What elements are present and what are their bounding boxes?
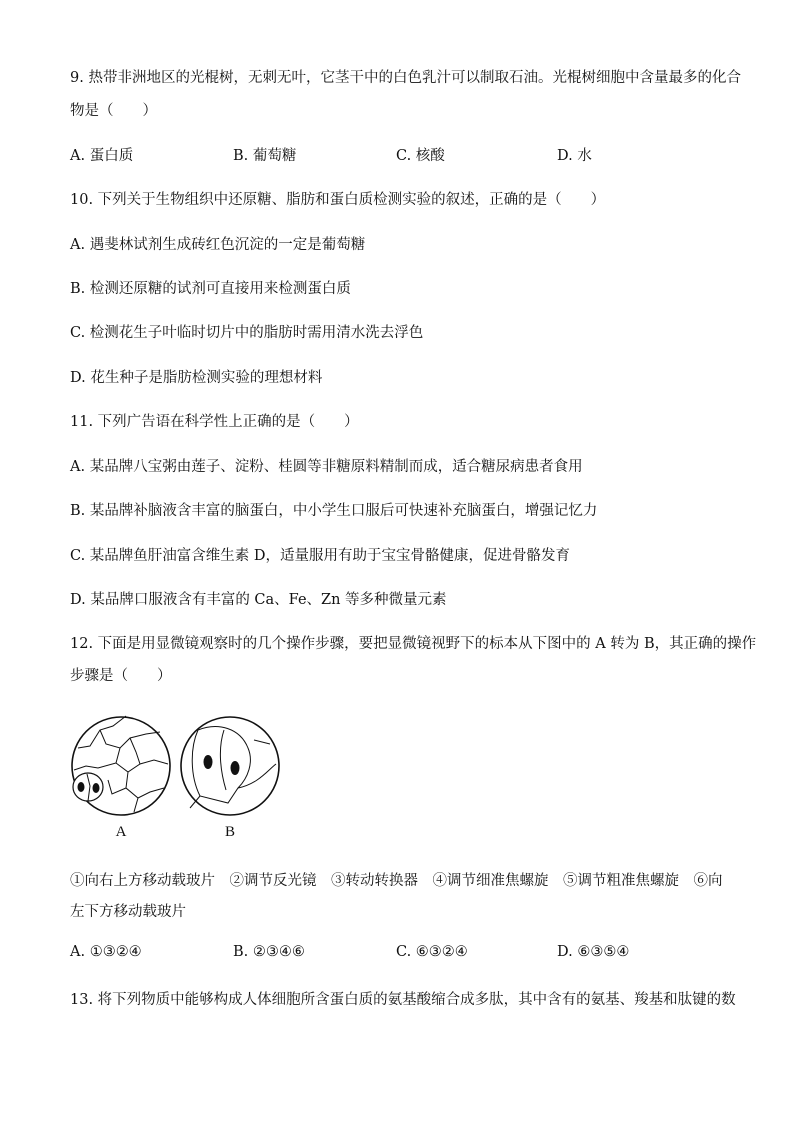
figure-a-field: [72, 716, 170, 815]
q12-option-b: B. ②③④⑥: [233, 944, 305, 960]
q9-option-c: C. 核酸: [396, 148, 445, 164]
q9-option-a: A. 蛋白质: [70, 148, 134, 164]
q12-stem-line1: 12. 下面是用显微镜观察时的几个操作步骤，要把显微镜视野下的标本从下图中的 A 转为 B，其正确的操作: [70, 636, 757, 652]
q9-stem-line2: 物是（ ）: [70, 103, 157, 119]
q12-steps-line1: ①向右上方移动载玻片 ②调节反光镜 ③转动转换器 ④调节细准焦螺旋 ⑤调节粗准焦螺旋 ⑥向: [70, 873, 723, 889]
q9-option-b: B. 葡萄糖: [233, 148, 297, 164]
microscope-figure: [68, 708, 288, 848]
figure-label-a: A: [115, 824, 127, 840]
q11-option-d: D. 某品牌口服液含有丰富的 Ca、Fe、Zn 等多种微量元素: [70, 592, 447, 608]
q12-option-c: C. ⑥③②④: [396, 944, 468, 960]
figure-b-field: [181, 717, 279, 815]
q12-option-d: D. ⑥③⑤④: [557, 944, 630, 960]
q13-stem-line1: 13. 将下列物质中能够构成人体细胞所含蛋白质的氨基酸缩合成多肽，其中含有的氨基、羧基和肽键的数: [70, 992, 736, 1008]
figure-label-b: B: [224, 824, 236, 840]
q12-steps-line2: 左下方移动载玻片: [70, 904, 186, 920]
q10-option-b: B. 检测还原糖的试剂可直接用来检测蛋白质: [70, 281, 351, 297]
q10-stem: 10. 下列关于生物组织中还原糖、脂肪和蛋白质检测实验的叙述，正确的是（ ）: [70, 192, 606, 208]
q11-option-b: B. 某品牌补脑液含丰富的脑蛋白，中小学生口服后可快速补充脑蛋白，增强记忆力: [70, 503, 598, 519]
q12-option-a: A. ①③②④: [70, 944, 142, 960]
q12-stem-line2: 步骤是（ ）: [70, 668, 172, 684]
q10-option-a: A. 遇斐林试剂生成砖红色沉淀的一定是葡萄糖: [70, 237, 366, 253]
q11-stem: 11. 下列广告语在科学性上正确的是（ ）: [70, 414, 359, 430]
q9-option-d: D. 水: [557, 148, 592, 164]
q11-option-a: A. 某品牌八宝粥由莲子、淀粉、桂圆等非糖原料精制而成，适合糖尿病患者食用: [70, 459, 583, 475]
q10-option-c: C. 检测花生子叶临时切片中的脂肪时需用清水洗去浮色: [70, 325, 424, 341]
q11-option-c: C. 某品牌鱼肝油富含维生素 D，适量服用有助于宝宝骨骼健康，促进骨骼发育: [70, 548, 571, 564]
q10-option-d: D. 花生种子是脂肪检测实验的理想材料: [70, 370, 323, 386]
q9-stem-line1: 9. 热带非洲地区的光棍树，无刺无叶，它茎干中的白色乳汁可以制取石油。光棍树细胞中含量最多的化合: [70, 70, 741, 86]
